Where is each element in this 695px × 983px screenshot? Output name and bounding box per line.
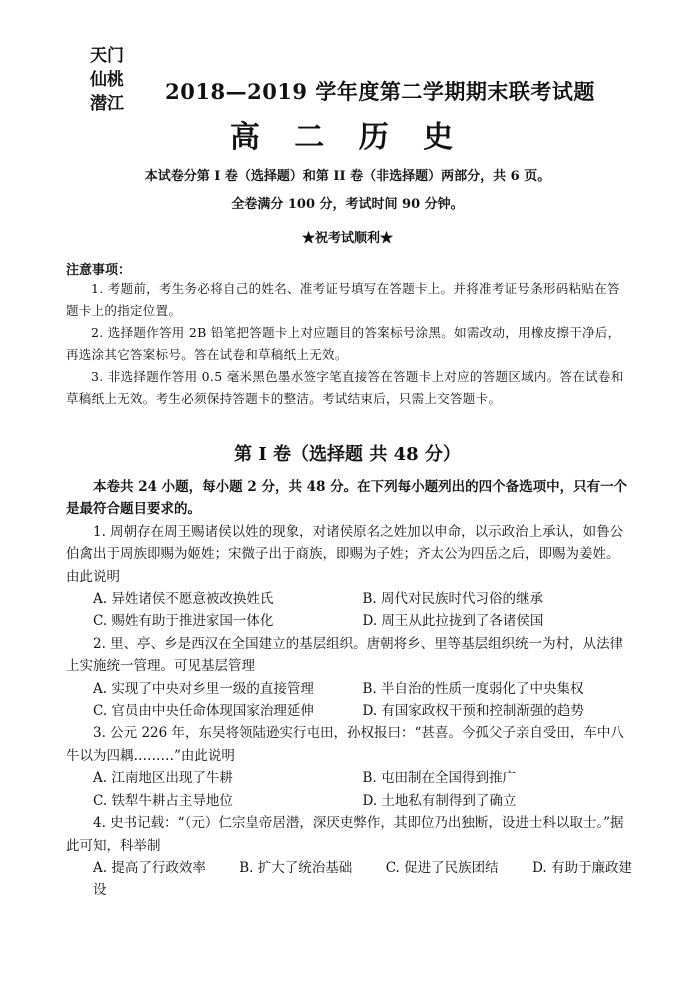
good-luck-note: ★祝考试顺利★ [301,231,393,246]
option-row [66,857,632,879]
option-c: C. 赐姓有助于推进家国一体化 [93,613,274,630]
notice-item-2: 2. 选择题作答用 2B 铅笔把答题卡上对应题目的答案标号涂黑。如需改动，用橡皮擦干净后，再选涂其它答案标号。答在试卷和草稿纸上无效。 [66,325,621,362]
region-tianmen: 天门 [90,46,124,66]
option-row [66,767,632,789]
notice-list [66,278,632,410]
option-row [66,700,632,722]
question-stem: 4. 史书记载：“（元）仁宗皇帝居潜，深厌吏弊作，其即位乃出独断，设进士科以取士。”据此可知，科举制 [66,815,624,854]
option-c: C. 官员由中央任命体现国家治理延伸 [93,703,314,720]
section-title: 第 I 卷（选择题 共 48 分） [234,444,461,465]
question-1 [66,521,632,633]
exam-title: 2018—2019 学年度第二学期期末联考试题 [165,79,595,104]
question-4 [66,812,632,902]
question-stem: 2. 里、亭、乡是西汉在全国建立的基层组织。唐朝将乡、里等基层组织统一为村，从法律上实施统一管理。可见基层管理 [66,635,624,675]
option-b: B. 周代对民族时代习俗的继承 [362,591,544,608]
question-3 [66,722,632,812]
option-b: B. 屯田制在全国得到推广 [362,770,517,787]
option-d: D. 周王从此拉拢到了各诸侯国 [362,613,544,630]
section-intro: 本卷共 24 小题，每小题 2 分，共 48 分。在下列每小题列出的四个备选项中，只有一个是最符合题目要求的。 [66,479,628,518]
option-d-continuation: 设 [93,882,107,899]
option-a: A. 异姓诸侯不愿意被改换姓氏 [93,591,274,608]
question-stem: 3. 公元 226 年，东吴将领陆逊实行屯田，孙权报曰：“甚喜。今孤父子亲自受田，车中八牛以为四耦………”由此说明 [66,725,624,764]
option-row [66,610,632,632]
option-b: B. 扩大了统治基础 [239,859,353,876]
option-d: D. 有助于廉政建 [532,859,632,876]
option-a: A. 实现了中央对乡里一级的直接管理 [93,680,314,697]
option-b: B. 半自治的性质一度弱化了中央集权 [362,680,584,697]
region-xiantao: 仙桃 [90,70,124,90]
notice-item-1: 1. 考题前，考生务必将自己的姓名、准考证号填写在答题卡上。并将准考证号条形码粘贴在答题卡上的指定位置。 [66,281,620,318]
question-area [66,476,632,902]
option-row [66,588,632,610]
option-row [66,678,632,700]
notice-heading: 注意事项： [66,263,132,278]
option-a: A. 提高了行政效率 [93,859,206,876]
region-labels [90,44,146,116]
option-c: C. 促进了民族团结 [385,859,499,876]
subject-title: 高 二 历 史 [229,120,466,155]
option-d: D. 土地私有制得到了确立 [362,792,517,809]
option-c: C. 铁犁牛耕占主导地位 [93,792,233,809]
question-2 [66,633,632,723]
notice-item-3: 3. 非选择题作答用 0.5 毫米黑色墨水签字笔直接答在答题卡上对应的答题区域内。答在试卷和草稿纸上无效。考生必须保持答题卡的整洁。考试结束后，只需上交答题卡。 [66,369,624,406]
region-qianjiang: 潜江 [90,94,124,114]
score-time-note: 全卷满分 100 分，考试时间 90 分钟。 [231,197,464,212]
paper-structure-note: 本试卷分第 I 卷（选择题）和第 II 卷（非选择题）两部分，共 6 页。 [144,169,551,184]
question-stem: 1. 周朝存在周王赐诸侯以姓的现象，对诸侯原名之姓加以申命，以示政治上承认，如鲁公伯禽出于周族即赐为姬姓；宋微子出于商族，即赐为子姓；齐太公为四岳之后，即赐为姜姓。由此说明 [66,523,624,585]
option-row [66,790,632,812]
option-a: A. 江南地区出现了牛耕 [93,770,233,787]
option-d: D. 有国家政权干预和控制渐强的趋势 [362,703,584,720]
